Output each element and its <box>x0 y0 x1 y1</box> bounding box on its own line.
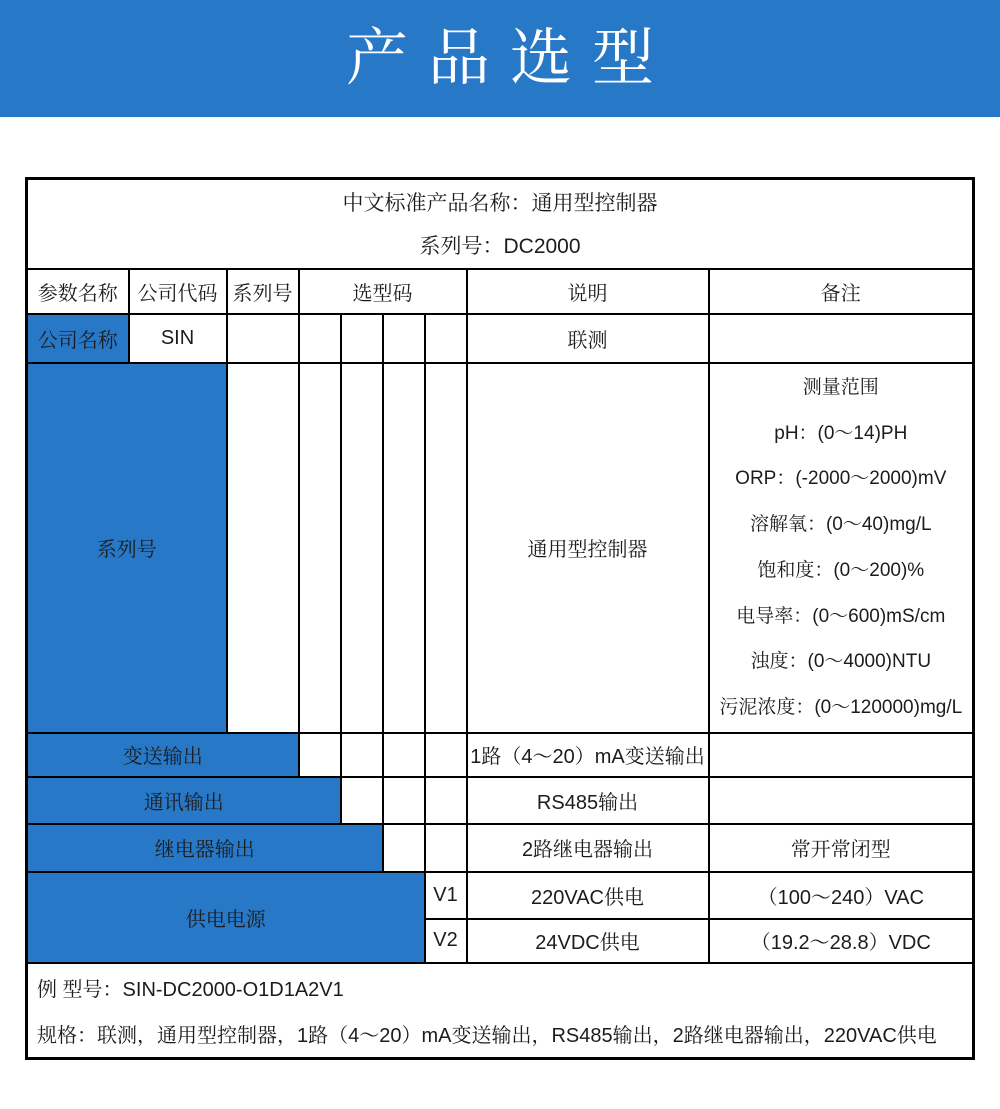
cell-empty-code <box>425 314 467 363</box>
header-selection-code: 选型码 <box>299 269 467 314</box>
cell-empty-code <box>341 777 383 824</box>
cell-company-code: SIN <box>129 314 227 363</box>
cell-series-remark <box>709 363 974 733</box>
cell-empty-code <box>341 363 383 733</box>
measure-range-line: 污泥浓度：(0～120000)mg/L <box>719 697 963 719</box>
cell-empty-code <box>383 824 425 872</box>
cell-company-label: 公司名称 <box>27 314 129 363</box>
example-model-line: 例 型号：SIN-DC2000-O1D1A2V1 <box>37 978 344 1001</box>
measure-range-line: 电导率：(0～600)mS/cm <box>736 605 946 627</box>
measure-range-line: 浊度：(0～4000)NTU <box>750 651 932 673</box>
cell-transmit-output-remark <box>709 733 974 777</box>
cell-empty-code <box>425 733 467 777</box>
cell-empty-code <box>425 824 467 872</box>
header-series: 系列号 <box>227 269 299 314</box>
cell-relay-output-description: 2路继电器输出 <box>467 824 709 872</box>
measure-range-line: ORP：(-2000～2000)mV <box>735 468 947 490</box>
header-company-code: 公司代码 <box>129 269 227 314</box>
cell-transmit-output-description: 1路（4～20）mA变送输出 <box>467 733 709 777</box>
page-title: 产品选型 <box>345 23 674 93</box>
cell-empty-code <box>299 314 341 363</box>
cell-relay-output-label: 继电器输出 <box>27 824 383 872</box>
cell-company-description: 联测 <box>467 314 709 363</box>
cell-comm-output-remark <box>709 777 974 824</box>
cell-series-label: 系列号 <box>27 363 227 733</box>
table-title-cell <box>27 179 974 269</box>
cell-series-description: 通用型控制器 <box>467 363 709 733</box>
spec-line: 规格：联测，通用型控制器，1路（4～20）mA变送输出，RS485输出，2路继电器输出，220VAC供电 <box>37 1024 937 1047</box>
cell-empty-code <box>383 777 425 824</box>
cell-power-code-v2: V2 <box>425 919 467 963</box>
cell-empty-code <box>383 733 425 777</box>
cell-empty-code <box>425 777 467 824</box>
cell-power-v2-description: 24VDC供电 <box>467 919 709 963</box>
measure-range-line: 饱和度：(0～200)% <box>757 559 925 581</box>
measure-range-title: 测量范围 <box>802 376 879 398</box>
cell-relay-output-remark: 常开常闭型 <box>709 824 974 872</box>
cell-empty-code <box>227 314 299 363</box>
cell-transmit-output-label: 变送输出 <box>27 733 299 777</box>
cell-empty-code <box>341 733 383 777</box>
product-name-line: 中文标准产品名称：通用型控制器 <box>342 192 658 216</box>
measure-range-line: pH：(0～14)PH <box>774 422 908 444</box>
cell-power-v2-remark: （19.2～28.8）VDC <box>709 919 974 963</box>
header-remark: 备注 <box>709 269 974 314</box>
cell-power-supply-label: 供电电源 <box>27 872 425 963</box>
footer-example-cell <box>27 963 974 1059</box>
cell-comm-output-description: RS485输出 <box>467 777 709 824</box>
header-description: 说明 <box>467 269 709 314</box>
cell-company-remark <box>709 314 974 363</box>
cell-comm-output-label: 通讯输出 <box>27 777 341 824</box>
cell-empty-code <box>383 363 425 733</box>
cell-power-v1-description: 220VAC供电 <box>467 872 709 919</box>
cell-empty-code <box>383 314 425 363</box>
cell-empty-code <box>299 363 341 733</box>
cell-empty-code <box>341 314 383 363</box>
product-selection-table <box>25 177 975 1060</box>
series-number-line: 系列号：DC2000 <box>419 235 581 259</box>
measure-range-line: 溶解氧：(0～40)mg/L <box>749 514 932 536</box>
cell-power-code-v1: V1 <box>425 872 467 919</box>
cell-empty-code <box>425 363 467 733</box>
cell-power-v1-remark: （100～240）VAC <box>709 872 974 919</box>
top-banner <box>0 0 1000 117</box>
cell-empty-code <box>227 363 299 733</box>
cell-empty-code <box>299 733 341 777</box>
header-param-name: 参数名称 <box>27 269 129 314</box>
